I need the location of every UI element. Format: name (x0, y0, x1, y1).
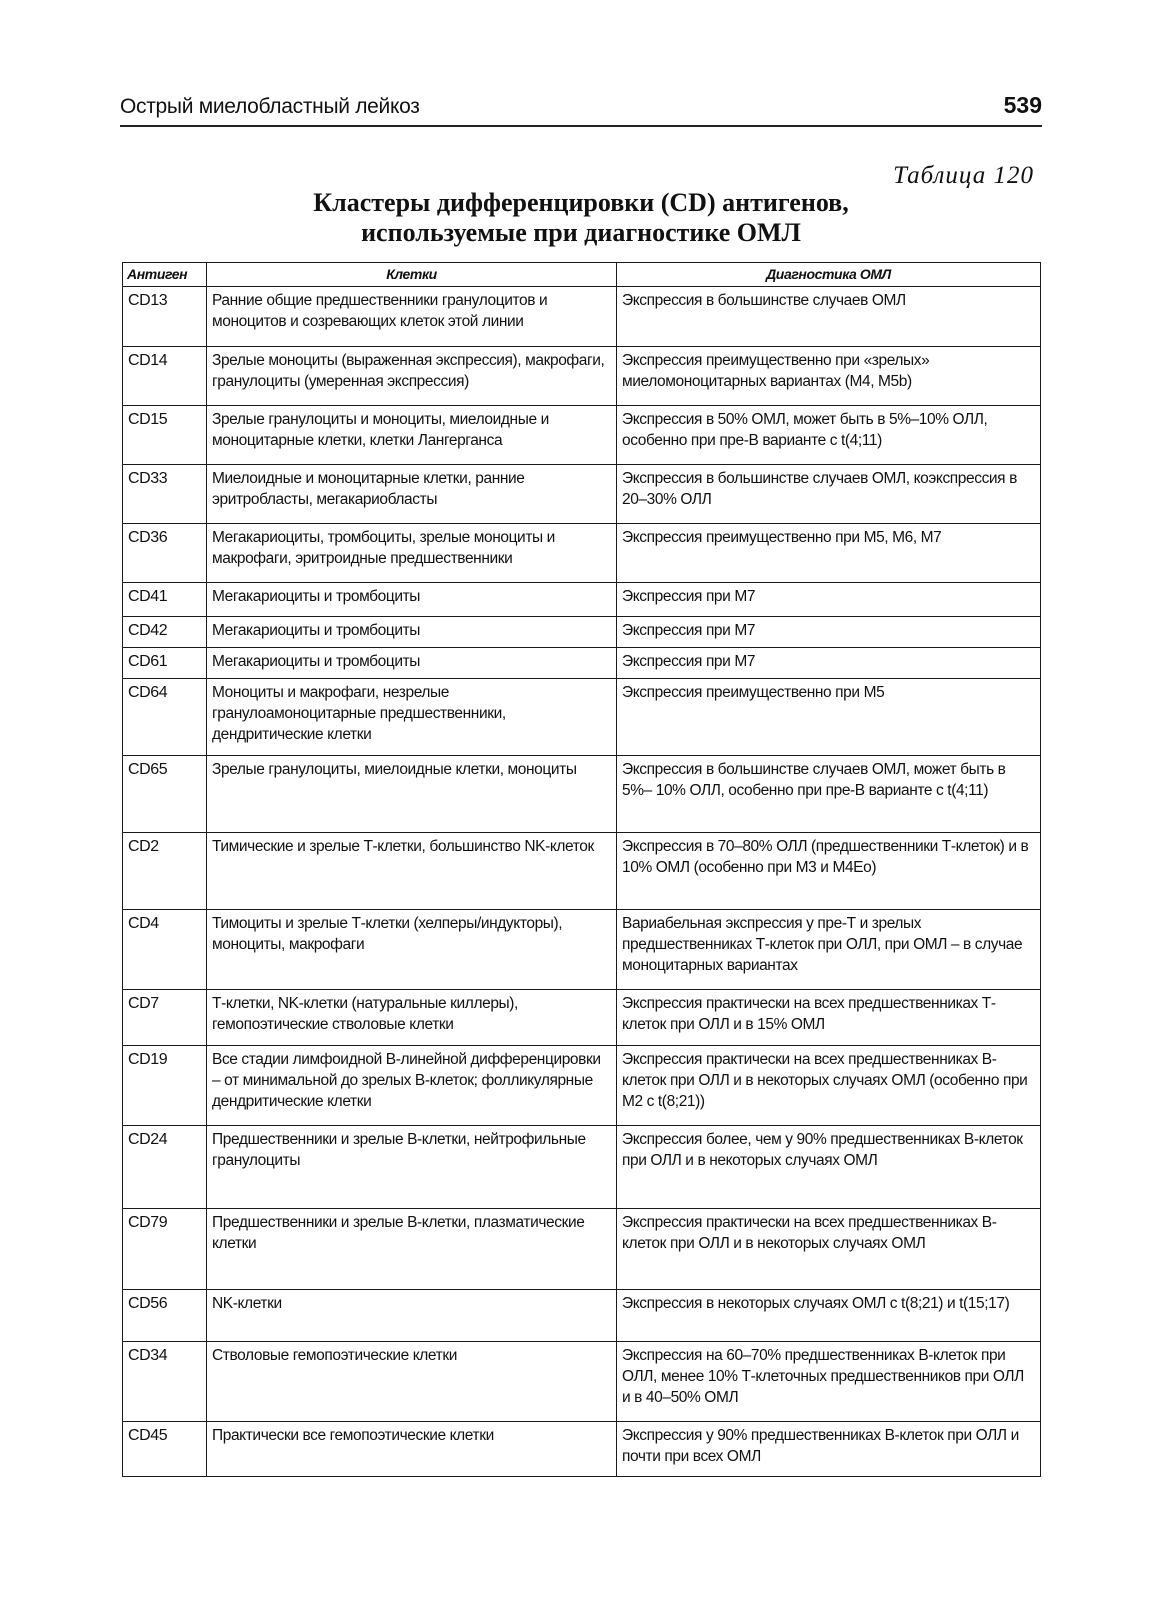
antigen-cell: CD79 (123, 1209, 207, 1290)
diagnosis-cell: Вариабельная экспрессия у пре-Т и зрелых предшественниках Т-клеток при ОЛЛ, при ОМЛ – в случае моноцитарных вариантах (617, 910, 1041, 990)
table-row (123, 679, 1041, 756)
antigen-cell: CD15 (123, 406, 207, 465)
table-row (123, 406, 1041, 465)
cd-antigen-table (122, 262, 1041, 1477)
table-row (123, 648, 1041, 679)
table-row (123, 465, 1041, 524)
table-number: Таблица 120 (893, 162, 1034, 189)
diagnosis-cell: Экспрессия в большинстве случаев ОМЛ (617, 287, 1041, 347)
table-row (123, 617, 1041, 648)
table-row (123, 1209, 1041, 1290)
cells-cell: Миелоидные и моноцитарные клетки, ранние эритробласты, мегакариобласты (207, 465, 617, 524)
cells-cell: Мегакариоциты и тромбоциты (207, 583, 617, 617)
table-row (123, 833, 1041, 910)
diagnosis-cell: Экспрессия при M7 (617, 617, 1041, 648)
cells-cell: Мегакариоциты и тромбоциты (207, 648, 617, 679)
cells-cell: Зрелые гранулоциты, миелоидные клетки, моноциты (207, 756, 617, 833)
table-row (123, 1422, 1041, 1477)
antigen-cell: CD34 (123, 1342, 207, 1422)
antigen-cell: CD4 (123, 910, 207, 990)
diagnosis-cell: Экспрессия преимущественно при «зрелых» миеломоноцитарных вариантах (M4, M5b) (617, 347, 1041, 406)
cells-cell: Все стадии лимфоидной В-линейной дифференцировки – от минимальной до зрелых В-клеток; фолликулярные дендритические клетки (207, 1046, 617, 1126)
diagnosis-cell: Экспрессия практически на всех предшественниках В-клеток при ОЛЛ и в некоторых случаях ОМЛ (особенно при M2 с t(8;21)) (617, 1046, 1041, 1126)
cells-cell: Мегакариоциты, тромбоциты, зрелые моноциты и макрофаги, эритроидные предшественники (207, 524, 617, 583)
table-row (123, 583, 1041, 617)
antigen-cell: CD7 (123, 990, 207, 1046)
cells-cell: Моноциты и макрофаги, незрелые гранулоамоноцитарные предшественники, дендритические клетки (207, 679, 617, 756)
antigen-cell: CD2 (123, 833, 207, 910)
antigen-cell: CD61 (123, 648, 207, 679)
running-title: Острый миелобластный лейкоз (120, 95, 420, 118)
diagnosis-cell: Экспрессия практически на всех предшественниках Т-клеток при ОЛЛ и в 15% ОМЛ (617, 990, 1041, 1046)
antigen-cell: CD64 (123, 679, 207, 756)
table-row (123, 990, 1041, 1046)
cells-cell: Мегакариоциты и тромбоциты (207, 617, 617, 648)
page-number: 539 (1003, 92, 1042, 118)
antigen-cell: CD33 (123, 465, 207, 524)
table-row (123, 1046, 1041, 1126)
table-caption-line-1: Кластеры дифференцировки (CD) антигенов, (313, 188, 849, 217)
table-caption-line-2: используемые при диагностике ОМЛ (361, 218, 801, 247)
cells-cell: Предшественники и зрелые В-клетки, нейтрофильные гранулоциты (207, 1126, 617, 1209)
table-row (123, 1290, 1041, 1342)
diagnosis-cell: Экспрессия более, чем у 90% предшественниках В-клеток при ОЛЛ и в некоторых случаях ОМЛ (617, 1126, 1041, 1209)
diagnosis-cell: Экспрессия в некоторых случаях ОМЛ с t(8;21) и t(15;17) (617, 1290, 1041, 1342)
antigen-cell: CD24 (123, 1126, 207, 1209)
table-caption (120, 188, 1042, 248)
column-header-cells: Клетки (207, 263, 617, 287)
diagnosis-cell: Экспрессия практически на всех предшественниках В-клеток при ОЛЛ и в некоторых случаях ОМЛ (617, 1209, 1041, 1290)
diagnosis-cell: Экспрессия на 60–70% предшественниках В-клеток при ОЛЛ, менее 10% Т-клеточных предшественников при ОЛЛ и в 40–50% ОМЛ (617, 1342, 1041, 1422)
diagnosis-cell: Экспрессия у 90% предшественниках В-клеток при ОЛЛ и почти при всех ОМЛ (617, 1422, 1041, 1477)
antigen-cell: CD65 (123, 756, 207, 833)
diagnosis-cell: Экспрессия при M7 (617, 648, 1041, 679)
running-head (120, 92, 1042, 127)
diagnosis-cell: Экспрессия при M7 (617, 583, 1041, 617)
table-row (123, 1342, 1041, 1422)
table-body (123, 287, 1041, 1477)
cells-cell: Тимические и зрелые Т-клетки, большинство NK-клеток (207, 833, 617, 910)
antigen-cell: CD42 (123, 617, 207, 648)
table-row (123, 910, 1041, 990)
antigen-cell: CD13 (123, 287, 207, 347)
diagnosis-cell: Экспрессия в 70–80% ОЛЛ (предшественники Т-клеток) и в 10% ОМЛ (особенно при M3 и M4Eo) (617, 833, 1041, 910)
cells-cell: Ранние общие предшественники гранулоцитов и моноцитов и созревающих клеток этой линии (207, 287, 617, 347)
cells-cell: Практически все гемопоэтические клетки (207, 1422, 617, 1477)
diagnosis-cell: Экспрессия преимущественно при M5, M6, M7 (617, 524, 1041, 583)
cells-cell: Зрелые гранулоциты и моноциты, миелоидные и моноцитарные клетки, клетки Лангерганса (207, 406, 617, 465)
cells-cell: Зрелые моноциты (выраженная экспрессия), макрофаги, гранулоциты (умеренная экспрессия) (207, 347, 617, 406)
diagnosis-cell: Экспрессия в большинстве случаев ОМЛ, может быть в 5%– 10% ОЛЛ, особенно при пре-В варианте с t(4;11) (617, 756, 1041, 833)
antigen-cell: CD36 (123, 524, 207, 583)
cells-cell: Предшественники и зрелые В-клетки, плазматические клетки (207, 1209, 617, 1290)
table-row (123, 524, 1041, 583)
cells-cell: Тимоциты и зрелые Т-клетки (хелперы/индукторы), моноциты, макрофаги (207, 910, 617, 990)
antigen-cell: CD41 (123, 583, 207, 617)
antigen-cell: CD14 (123, 347, 207, 406)
cells-cell: NK-клетки (207, 1290, 617, 1342)
cells-cell: Стволовые гемопоэтические клетки (207, 1342, 617, 1422)
cells-cell: Т-клетки, NK-клетки (натуральные киллеры), гемопоэтические стволовые клетки (207, 990, 617, 1046)
table-header-row (123, 263, 1041, 287)
column-header-diagnosis: Диагностика ОМЛ (617, 263, 1041, 287)
diagnosis-cell: Экспрессия преимущественно при M5 (617, 679, 1041, 756)
table-row (123, 756, 1041, 833)
table-row (123, 347, 1041, 406)
antigen-cell: CD19 (123, 1046, 207, 1126)
antigen-cell: CD56 (123, 1290, 207, 1342)
table-row (123, 287, 1041, 347)
table-row (123, 1126, 1041, 1209)
column-header-antigen: Антиген (123, 263, 207, 287)
antigen-cell: CD45 (123, 1422, 207, 1477)
diagnosis-cell: Экспрессия в 50% ОМЛ, может быть в 5%–10% ОЛЛ, особенно при пре-В варианте с t(4;11) (617, 406, 1041, 465)
diagnosis-cell: Экспрессия в большинстве случаев ОМЛ, коэкспрессия в 20–30% ОЛЛ (617, 465, 1041, 524)
